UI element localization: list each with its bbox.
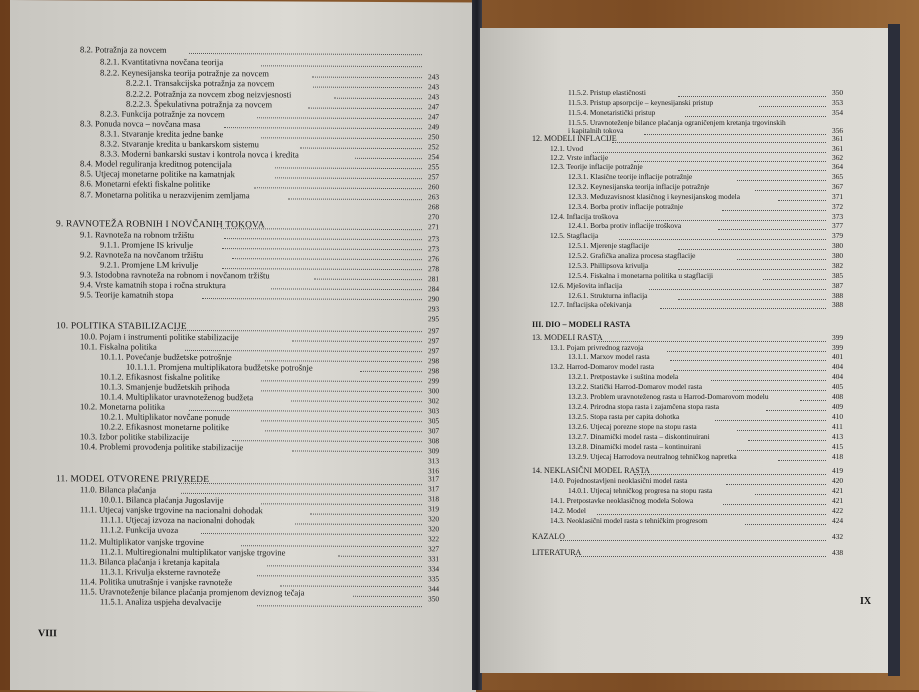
toc-page-number: 365 <box>832 172 844 181</box>
toc-entry: 8.3.2. Stvaranje kredita u bankarskom sistemu <box>100 138 259 150</box>
toc-page-number: 350 <box>832 88 844 97</box>
toc-page-number: 298 <box>428 366 440 376</box>
toc-page-number: 399 <box>832 333 844 342</box>
toc-page-number: 271 <box>428 222 440 232</box>
toc-page-number: 380 <box>832 251 844 260</box>
toc-page-number: 361 <box>832 134 844 143</box>
leader-dots <box>300 142 423 150</box>
toc-entry: 12.5.3. Phillipsova krivulja <box>568 261 649 270</box>
toc-entry: 14.3. Neoklasični model rasta s tehničkim progresom <box>550 516 708 525</box>
toc-entry: 14.0. Pojednostavljeni neoklasični model rasta <box>550 476 688 485</box>
toc-page-number: 421 <box>832 496 844 505</box>
toc-page-number: 302 <box>428 396 440 406</box>
leader-dots <box>660 302 826 309</box>
toc-page-number: 303 <box>428 406 440 416</box>
toc-page-number: 268 <box>428 202 440 212</box>
leader-dots <box>755 184 826 191</box>
leader-dots <box>314 273 422 281</box>
toc-page-number: 362 <box>832 153 844 162</box>
toc-entry: 11.3.1. Krivulja eksterne ravnoteže <box>100 566 221 578</box>
leader-dots <box>189 404 422 412</box>
toc-entry: 8.2.3. Funkcija potražnje za novcem <box>100 108 225 120</box>
toc-entry: 11.3. Bilanca plaćanja i kretanja kapitala <box>80 556 220 568</box>
toc-entry: 11.2.1. Multiregionalni multiplikator vanjske trgovine <box>100 546 286 558</box>
toc-entry: 13.2.7. Dinamički model rasta – diskontinuirani <box>568 432 710 441</box>
leader-dots <box>723 498 827 505</box>
toc-page-number: 243 <box>428 92 440 102</box>
leader-dots <box>645 214 826 221</box>
leader-dots <box>288 192 422 200</box>
toc-page-number: 295 <box>428 314 440 324</box>
leader-dots <box>254 181 422 189</box>
toc-page-number: 308 <box>428 436 440 446</box>
toc-entry: 12.3.2. Keynesijanska teorija inflacije potražnje <box>568 182 710 191</box>
toc-page-number: 401 <box>832 352 844 361</box>
leader-dots <box>678 90 826 97</box>
leader-dots <box>257 111 423 119</box>
toc-page-number: 356 <box>832 126 844 135</box>
toc-entry: 12.3.3. Međuzavisnost klasičnog i keynesijanskog modela <box>568 192 741 201</box>
toc-entry: 9.5. Teorije kamatnih stopa <box>80 289 174 300</box>
toc-page-number: 247 <box>428 112 440 122</box>
leader-dots <box>261 59 422 67</box>
toc-page-number: 432 <box>832 532 844 541</box>
leader-dots <box>221 222 422 230</box>
toc-page-number: 367 <box>832 182 844 191</box>
toc-entry: 9.1.1. Promjene IS krivulje <box>100 239 194 250</box>
toc-page-number: 372 <box>832 202 844 211</box>
leader-dots <box>261 131 422 139</box>
leader-dots <box>232 252 422 260</box>
toc-entry: 10.1.2. Efikasnost fiskalne politike <box>100 371 220 383</box>
toc-entry: 9.4. Vrste kamatnih stopa i ročna struktura <box>80 279 226 291</box>
leader-dots <box>634 468 826 475</box>
leader-dots <box>201 527 422 535</box>
leader-dots <box>745 518 826 525</box>
toc-entry: 11.2. Multiplikator vanjske trgovine <box>80 536 204 548</box>
leader-dots <box>257 569 423 577</box>
toc-entry: 13.2.6. Utjecaj porezne stope na stopu rasta <box>568 422 697 431</box>
toc-entry: 11.5.4. Monetaristički pristup <box>568 108 656 117</box>
leader-dots <box>261 497 422 505</box>
toc-page-number: 273 <box>428 244 440 254</box>
toc-page-number: 318 <box>428 494 440 504</box>
leader-dots <box>575 550 826 557</box>
toc-page-number: 250 <box>428 132 440 142</box>
toc-entry: 8.2. Potražnja za novcem <box>80 44 167 55</box>
leader-dots <box>224 232 422 240</box>
toc-entry: 12.3. Teorije inflacije potražnje <box>550 162 643 171</box>
toc-chapter-heading: 12. MODELI INFLACIJE <box>532 134 617 143</box>
toc-page-number: 300 <box>428 386 440 396</box>
toc-entry: 13.2.5. Stopa rasta per capita dohotka <box>568 412 680 421</box>
toc-page-number: 290 <box>428 294 440 304</box>
toc-entry: 11.1.2. Funkcija uvoza <box>100 524 179 535</box>
toc-entry: 11.0. Bilanca plaćanja <box>80 484 157 495</box>
leader-dots <box>310 508 422 516</box>
leader-dots <box>667 345 826 352</box>
toc-chapter-heading: KAZALO <box>532 532 565 541</box>
leader-dots <box>291 394 422 402</box>
leader-dots <box>766 404 826 411</box>
toc-page-number: 254 <box>428 152 440 162</box>
leader-dots <box>360 365 422 372</box>
toc-entry: 12.4. Inflacija troškova <box>550 212 619 221</box>
toc-entry: 13.1. Pojam privrednog razvoja <box>550 343 644 352</box>
leader-dots <box>261 374 422 382</box>
toc-chapter-heading: 14. NEKLASIČNI MODEL RASTA <box>532 466 650 475</box>
toc-chapter-heading: 10. POLITIKA STABILIZACIJE <box>56 321 187 332</box>
leader-dots <box>748 434 826 441</box>
toc-entry: 10.2.2. Efikasnost monetarne politike <box>100 421 229 433</box>
toc-entry: 12.5. Stagflacija <box>550 231 599 240</box>
leader-dots <box>308 102 422 110</box>
toc-entry: 13.1.1. Marxov model rasta <box>568 352 650 361</box>
leader-dots <box>265 424 422 432</box>
toc-page-number: 317 <box>428 484 440 494</box>
leader-dots <box>202 292 422 300</box>
toc-page-number: 243 <box>428 72 440 82</box>
toc-entry: 14.2. Model <box>550 506 586 515</box>
leader-dots <box>224 121 422 129</box>
leader-dots <box>265 354 422 362</box>
toc-page-number: 299 <box>428 376 440 386</box>
toc-entry: 14.0.1. Utjecaj tehničkog progresa na stopu rasta <box>568 486 713 495</box>
toc-page-number: 399 <box>832 343 844 352</box>
toc-page-number: 405 <box>832 382 844 391</box>
leader-dots <box>597 508 826 515</box>
leader-dots <box>737 253 826 260</box>
toc-page-number: 309 <box>428 446 440 456</box>
toc-page-number: 320 <box>428 524 440 534</box>
leader-dots <box>232 434 422 442</box>
toc-page-number: 354 <box>832 108 844 117</box>
leader-dots <box>733 384 826 391</box>
toc-page-number: 424 <box>832 516 844 525</box>
toc-entry: 10.1.1.1. Promjena multiplikatora budžetske potrošnje <box>126 361 313 373</box>
toc-page-number: 385 <box>832 271 844 280</box>
toc-page-number: 334 <box>428 564 440 574</box>
leader-dots <box>174 324 422 332</box>
toc-page-number: 344 <box>428 584 440 594</box>
toc-page-number: 316 <box>428 466 440 476</box>
leader-dots <box>261 414 422 422</box>
book-cover-edge <box>888 24 900 676</box>
toc-page-number: 327 <box>428 544 440 554</box>
toc-page-number: 388 <box>832 291 844 300</box>
toc-chapter-heading: 9. RAVNOTEŽA ROBNIH I NOVČANIH TOKOVA <box>56 219 265 231</box>
toc-entry: 12.7. Inflacijska očekivanja <box>550 300 632 309</box>
leader-dots <box>678 164 826 171</box>
toc-entry: i kapitalnih tokova <box>568 126 624 135</box>
leader-dots <box>678 293 826 300</box>
toc-entry: 8.2.2.3. Špekulativna potražnja za novcem <box>126 98 273 110</box>
toc-entry: 12.1. Uvod <box>550 144 584 153</box>
toc-entry: 12.4.1. Borba protiv inflacije troškova <box>568 221 682 230</box>
leader-dots <box>726 478 826 485</box>
leader-dots <box>275 161 422 169</box>
toc-page-number: 373 <box>832 212 844 221</box>
toc-entry: 8.4. Model reguliranja kreditnog potencijala <box>80 158 232 170</box>
toc-entry: 8.2.2. Keynesijanska teorija potražnje za novcem <box>100 67 269 79</box>
toc-entry: 11.5.1. Analiza uspjeha devalvacije <box>100 596 222 608</box>
leader-dots <box>241 539 422 547</box>
toc-page-number: 388 <box>832 300 844 309</box>
left-folio: VIII <box>38 628 57 640</box>
toc-entry: 11.5.5. Uravnoteženje bilance plaćanja ograničenjem kretanja trgovinskih <box>568 118 786 127</box>
leader-dots <box>718 223 826 230</box>
toc-page-number: 317 <box>428 474 440 484</box>
leader-dots <box>312 71 422 79</box>
leader-dots <box>189 47 422 55</box>
leader-dots <box>313 81 422 89</box>
toc-page-number: 322 <box>428 534 440 544</box>
leader-dots <box>759 100 826 107</box>
toc-page-number: 257 <box>428 172 440 182</box>
leader-dots <box>763 273 826 280</box>
leader-dots <box>178 477 422 485</box>
leader-dots <box>685 110 826 117</box>
leader-dots <box>737 174 826 181</box>
toc-page-number: 335 <box>428 574 440 584</box>
leader-dots <box>711 374 826 381</box>
leader-dots <box>678 263 826 270</box>
toc-page-number: 379 <box>832 231 844 240</box>
toc-entry: 10.1.4. Multiplikator uravnoteženog budžeta <box>100 391 254 403</box>
leader-dots <box>292 444 422 452</box>
toc-entry: 12.6.1. Strukturna inflacija <box>568 291 648 300</box>
toc-entry: 10.1.1. Povećanje budžetske potrošnje <box>100 351 232 363</box>
toc-entry: 10.0.1. Bilanca plaćanja Jugoslavije <box>100 494 224 506</box>
leader-dots <box>334 92 422 99</box>
toc-entry: 9.2.1. Promjene LM krivulje <box>100 259 199 270</box>
toc-entry: 10.2.1. Multiplikator novčane ponude <box>100 411 230 423</box>
right-page <box>480 28 888 673</box>
toc-entry: 12.2. Vrste inflacije <box>550 153 609 162</box>
toc-page-number: 320 <box>428 514 440 524</box>
toc-entry: 8.3. Ponuda novca – novčana masa <box>80 118 201 129</box>
leader-dots <box>560 534 826 541</box>
toc-page-number: 410 <box>832 412 844 421</box>
toc-page-number: 331 <box>428 554 440 564</box>
toc-page-number: 353 <box>832 98 844 107</box>
toc-page-number: 247 <box>428 102 440 112</box>
toc-page-number: 409 <box>832 402 844 411</box>
leader-dots <box>222 242 422 250</box>
toc-page-number: 377 <box>832 221 844 230</box>
leader-dots <box>355 152 422 159</box>
leader-dots <box>737 424 826 431</box>
toc-entry: 8.2.2.1. Transakcijska potražnja za novcem <box>126 77 275 89</box>
toc-entry: 13.2.2. Statički Harrod-Domarov model rasta <box>568 382 703 391</box>
toc-page-number: 297 <box>428 336 440 346</box>
toc-entry: 8.3.1. Stvaranje kredita jedne banke <box>100 128 224 140</box>
leader-dots <box>185 344 422 352</box>
toc-page-number: 422 <box>832 506 844 515</box>
leader-dots <box>338 550 422 557</box>
leader-dots <box>257 599 423 607</box>
toc-page-number: 413 <box>832 432 844 441</box>
toc-entry: 9.1. Ravnoteža na robnom tržištu <box>80 229 195 240</box>
toc-chapter-heading: 13. MODELI RASTA <box>532 333 603 342</box>
leader-dots <box>295 517 422 525</box>
toc-entry: 13.2. Harrod-Domarov model rasta <box>550 362 655 371</box>
toc-entry: 9.2. Ravnoteža na novčanom tržištu <box>80 249 204 261</box>
toc-entry: 10.0. Pojam i instrumenti politike stabilizacije <box>80 331 239 343</box>
leader-dots <box>778 454 827 461</box>
toc-chapter-heading: 11. MODEL OTVORENE PRIVREDE <box>56 474 210 486</box>
toc-page-number: 305 <box>428 416 440 426</box>
leader-dots <box>181 487 422 495</box>
toc-page-number: 364 <box>832 162 844 171</box>
leader-dots <box>670 354 826 361</box>
toc-entry: 8.2.1. Kvantitativna novčana teorija <box>100 56 224 68</box>
toc-entry: 14.1. Pretpostavke neoklasičnog modela Solowa <box>550 496 694 505</box>
toc-entry: 11.5.3. Pristup apsorpcije – keynesijanski pristup <box>568 98 714 107</box>
toc-entry: 13.2.8. Dinamički model rasta – kontinuirani <box>568 442 702 451</box>
leader-dots <box>634 155 826 162</box>
leader-dots <box>271 282 422 290</box>
toc-page-number: 361 <box>832 144 844 153</box>
toc-page-number: 419 <box>832 466 844 475</box>
toc-entry: 11.4. Politika unutrašnje i vanjske ravnoteže <box>80 576 233 588</box>
toc-entry: 10.1. Fiskalna politika <box>80 341 157 352</box>
toc-entry: 9.3. Istodobna ravnoteža na robnom i novčanom tržištu <box>80 269 270 281</box>
toc-entry: 10.1.3. Smanjenje budžetskih prihoda <box>100 381 230 393</box>
toc-entry: 11.5.2. Pristup elastičnosti <box>568 88 646 97</box>
toc-page-number: 263 <box>428 192 440 202</box>
toc-page-number: 415 <box>832 442 844 451</box>
toc-page-number: 420 <box>832 476 844 485</box>
toc-page-number: 260 <box>428 182 440 192</box>
toc-entry: 12.3.4. Borba protiv inflacije potražnje <box>568 202 684 211</box>
leader-dots <box>267 559 422 567</box>
toc-page-number: 371 <box>832 192 844 201</box>
leader-dots <box>755 488 826 495</box>
leader-dots <box>674 364 826 371</box>
leader-dots <box>353 590 422 597</box>
toc-entry: 11.1. Utjecaj vanjske trgovine na nacionalni dohodak <box>80 504 263 516</box>
toc-entry: 12.5.1. Mjerenje stagflacije <box>568 241 650 250</box>
right-folio: IX <box>860 596 872 607</box>
toc-entry: 12.3.1. Klasične teorije inflacije potražnje <box>568 172 693 181</box>
leader-dots <box>222 262 422 270</box>
toc-entry: 8.7. Monetarna politika u nerazvijenim zemljama <box>80 189 250 201</box>
toc-page-number: 297 <box>428 346 440 356</box>
toc-page-number: 313 <box>428 456 440 466</box>
toc-page-number: 249 <box>428 122 440 132</box>
leader-dots <box>778 194 827 201</box>
toc-entry: 8.6. Monetarni efekti fiskalne politike <box>80 178 211 190</box>
leader-dots <box>800 394 826 401</box>
left-page <box>10 0 476 692</box>
toc-entry: 10.2. Monetarna politika <box>80 401 165 412</box>
leader-dots <box>597 335 826 342</box>
toc-page-number: 350 <box>428 594 440 604</box>
leader-dots <box>593 146 826 153</box>
toc-entry: 12.5.4. Fiskalna i monetarna politika u stagflaciji <box>568 271 714 280</box>
toc-page-number: 382 <box>832 261 844 270</box>
leader-dots <box>715 414 826 421</box>
toc-page-number: 276 <box>428 254 440 264</box>
toc-page-number: 418 <box>832 452 844 461</box>
toc-entry: 10.3. Izbor politike stabilizacije <box>80 431 190 442</box>
toc-entry: 13.2.1. Pretpostavke i suština modela <box>568 372 679 381</box>
toc-chapter-heading: LITERATURA <box>532 548 582 557</box>
toc-page-number: 297 <box>428 326 440 336</box>
toc-page-number: 273 <box>428 234 440 244</box>
toc-page-number: 252 <box>428 142 440 152</box>
toc-entry: 13.2.3. Problem uravnoteženog rasta u Harrod-Domarovom modelu <box>568 392 769 401</box>
toc-page-number: 255 <box>428 162 440 172</box>
leader-dots <box>292 334 422 342</box>
toc-page-number: 380 <box>832 241 844 250</box>
toc-entry: 8.5. Utjecaj monetarne politike na kamatnjak <box>80 168 235 180</box>
toc-page-number: 408 <box>832 392 844 401</box>
leader-dots <box>737 444 826 451</box>
toc-entry: 12.5.2. Grafička analiza procesa stagflacije <box>568 251 696 260</box>
toc-page-number: 421 <box>832 486 844 495</box>
toc-entry: 12.6. Mješovita inflacija <box>550 281 623 290</box>
toc-page-number: 293 <box>428 304 440 314</box>
leader-dots <box>275 171 422 179</box>
toc-page-number: 307 <box>428 426 440 436</box>
toc-entry: 8.2.2.2. Potražnja za novcem zbog neizvjesnosti <box>126 88 292 100</box>
leader-dots <box>644 128 826 135</box>
toc-page-number: 438 <box>832 548 844 557</box>
toc-page-number: 298 <box>428 356 440 366</box>
toc-entry: 8.3.3. Moderni bankarski sustav i kontrola novca i kredita <box>100 148 299 160</box>
toc-page-number: 278 <box>428 264 440 274</box>
toc-entry: 11.1.1. Utjecaj izvoza na nacionalni dohodak <box>100 514 255 526</box>
toc-entry: 13.2.9. Utjecaj Harrodova neutralnog tehničkog napretka <box>568 452 737 461</box>
leader-dots <box>619 233 826 240</box>
toc-page-number: 281 <box>428 274 440 284</box>
leader-dots <box>280 579 423 587</box>
toc-entry: 10.4. Problemi provođenja politike stabilizacije <box>80 441 244 453</box>
toc-page-number: 411 <box>832 422 843 431</box>
leader-dots <box>261 384 422 392</box>
toc-page-number: 387 <box>832 281 844 290</box>
leader-dots <box>722 204 826 211</box>
leader-dots <box>649 283 827 290</box>
toc-page-number: 404 <box>832 362 844 371</box>
toc-page-number: 404 <box>832 372 844 381</box>
toc-page-number: 319 <box>428 504 440 514</box>
toc-page-number: 243 <box>428 82 440 92</box>
toc-page-number: 284 <box>428 284 440 294</box>
toc-entry: 13.2.4. Prirodna stopa rasta i zajamčena stopa rasta <box>568 402 720 411</box>
toc-chapter-heading: III. DIO – MODELI RASTA <box>532 320 631 329</box>
leader-dots <box>678 243 826 250</box>
toc-entry: 11.5. Uravnoteženje bilance plaćanja promjenom deviznog tečaja <box>80 586 305 598</box>
leader-dots <box>612 136 826 143</box>
toc-page-number: 270 <box>428 212 440 222</box>
